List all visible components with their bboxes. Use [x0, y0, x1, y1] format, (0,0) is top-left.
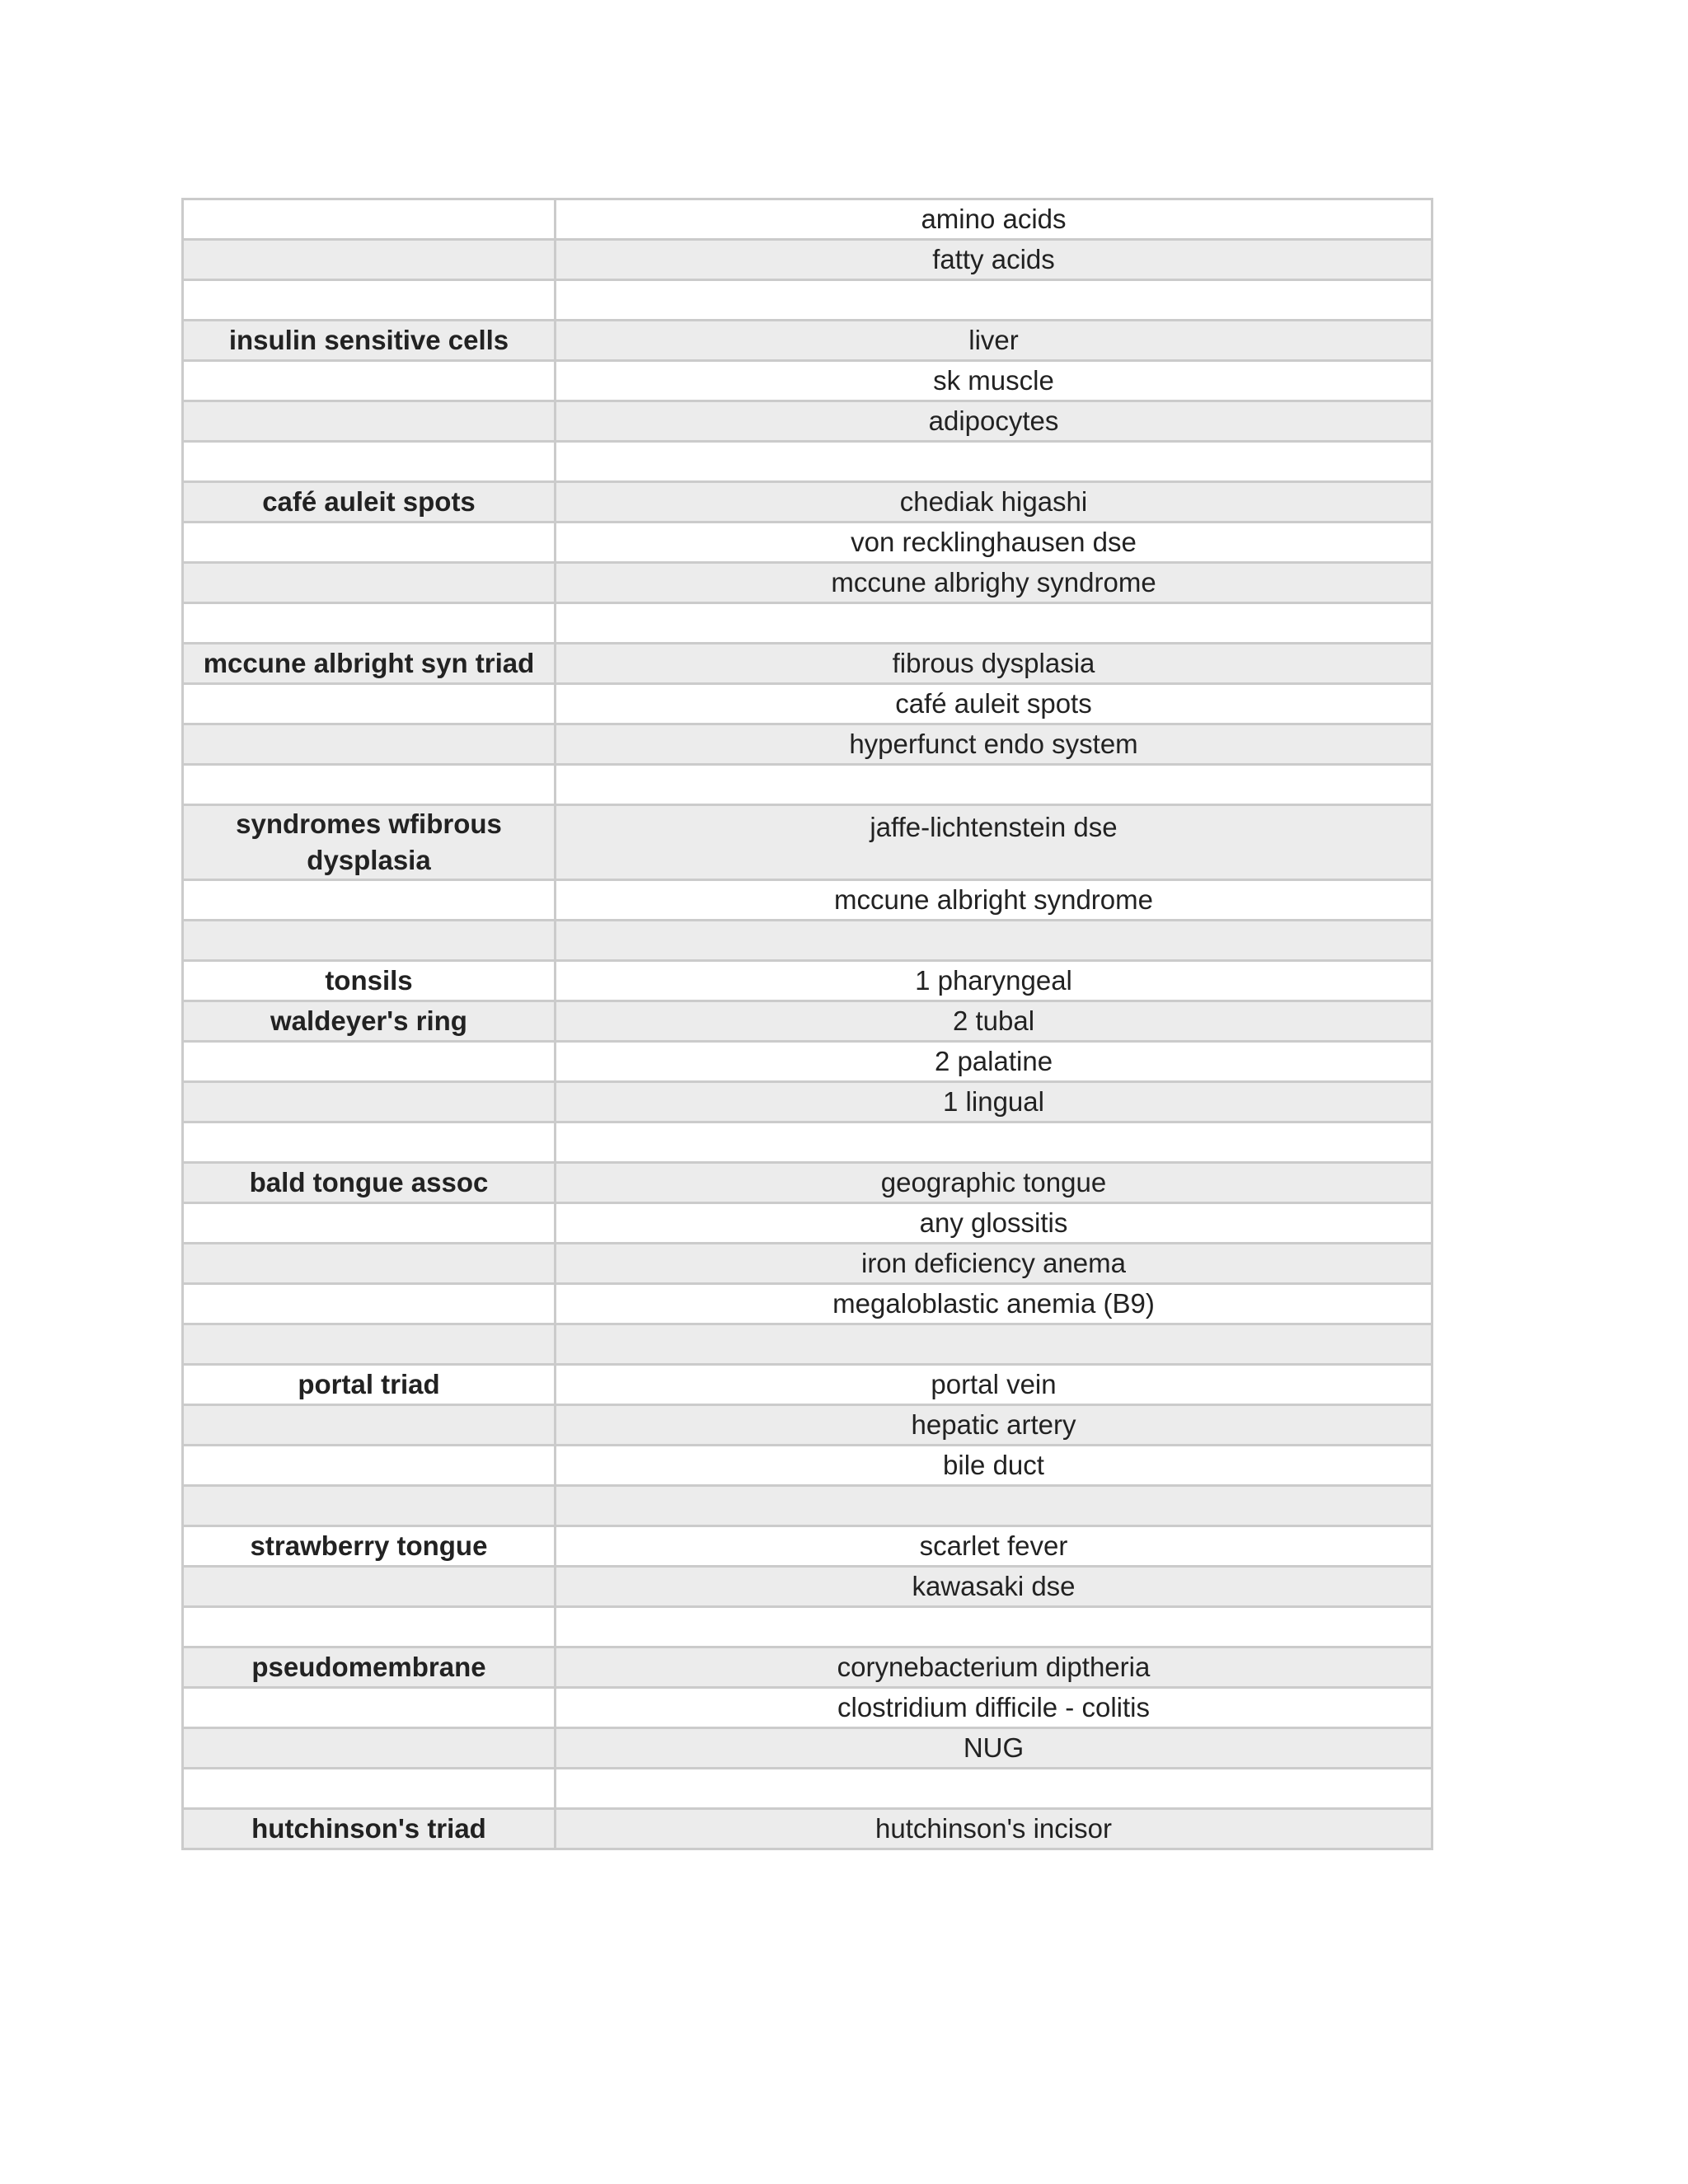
term-cell: mccune albright syn triad — [183, 644, 556, 684]
term-cell — [183, 724, 556, 765]
term-cell: portal triad — [183, 1365, 556, 1405]
table-row — [183, 1365, 1432, 1405]
term-cell — [183, 240, 556, 280]
table-row — [183, 1203, 1432, 1244]
table-row — [183, 1163, 1432, 1203]
item-cell: chediak higashi — [556, 482, 1432, 523]
term-cell — [183, 765, 556, 805]
table-row — [183, 1284, 1432, 1324]
term-cell — [183, 1244, 556, 1284]
item-cell: clostridium difficile - colitis — [556, 1688, 1432, 1728]
item-cell: 2 palatine — [556, 1042, 1432, 1082]
term-cell — [183, 1567, 556, 1607]
table-row — [183, 1728, 1432, 1769]
item-cell: 1 pharyngeal — [556, 961, 1432, 1001]
table-row — [183, 563, 1432, 603]
term-cell — [183, 1284, 556, 1324]
item-cell: sk muscle — [556, 361, 1432, 401]
term-cell — [183, 880, 556, 921]
item-cell — [556, 1769, 1432, 1809]
item-cell: fatty acids — [556, 240, 1432, 280]
item-cell: 2 tubal — [556, 1001, 1432, 1042]
item-cell — [556, 280, 1432, 321]
table-row — [183, 523, 1432, 563]
table-row — [183, 1647, 1432, 1688]
table-row — [183, 1042, 1432, 1082]
item-cell — [556, 1324, 1432, 1365]
table-row — [183, 1567, 1432, 1607]
table-row — [183, 805, 1432, 880]
item-cell — [556, 1122, 1432, 1163]
item-cell: NUG — [556, 1728, 1432, 1769]
table-row — [183, 1486, 1432, 1526]
term-cell: insulin sensitive cells — [183, 321, 556, 361]
item-cell — [556, 603, 1432, 644]
term-cell — [183, 1405, 556, 1446]
term-cell — [183, 1203, 556, 1244]
table-row — [183, 1122, 1432, 1163]
term-cell — [183, 1122, 556, 1163]
item-cell: fibrous dysplasia — [556, 644, 1432, 684]
table-row — [183, 603, 1432, 644]
table-row — [183, 321, 1432, 361]
term-cell — [183, 1769, 556, 1809]
item-cell — [556, 921, 1432, 961]
term-cell — [183, 1688, 556, 1728]
term-cell — [183, 1728, 556, 1769]
term-cell: café auleit spots — [183, 482, 556, 523]
term-cell: tonsils — [183, 961, 556, 1001]
term-cell: pseudomembrane — [183, 1647, 556, 1688]
term-cell: syndromes wfibrous dysplasia — [183, 805, 556, 880]
item-cell — [556, 765, 1432, 805]
item-cell: von recklinghausen dse — [556, 523, 1432, 563]
term-cell — [183, 401, 556, 442]
item-cell: corynebacterium diptheria — [556, 1647, 1432, 1688]
term-cell — [183, 361, 556, 401]
table-row — [183, 1405, 1432, 1446]
table-row — [183, 1324, 1432, 1365]
item-cell — [556, 1486, 1432, 1526]
term-cell — [183, 1042, 556, 1082]
table-row — [183, 921, 1432, 961]
item-cell: scarlet fever — [556, 1526, 1432, 1567]
table-row — [183, 961, 1432, 1001]
term-cell — [183, 603, 556, 644]
item-cell: amino acids — [556, 199, 1432, 240]
table-row — [183, 1607, 1432, 1647]
term-cell — [183, 199, 556, 240]
item-cell: geographic tongue — [556, 1163, 1432, 1203]
item-cell: hutchinson's incisor — [556, 1809, 1432, 1849]
table-row — [183, 1244, 1432, 1284]
table-row — [183, 199, 1432, 240]
term-cell — [183, 563, 556, 603]
term-cell — [183, 523, 556, 563]
table-row — [183, 361, 1432, 401]
table-row — [183, 1446, 1432, 1486]
term-cell: waldeyer's ring — [183, 1001, 556, 1042]
item-cell: café auleit spots — [556, 684, 1432, 724]
table-row — [183, 684, 1432, 724]
table-row — [183, 1526, 1432, 1567]
table-row — [183, 442, 1432, 482]
term-cell — [183, 1324, 556, 1365]
term-cell: hutchinson's triad — [183, 1809, 556, 1849]
term-cell — [183, 1607, 556, 1647]
table-row — [183, 880, 1432, 921]
term-cell — [183, 921, 556, 961]
notes-table — [181, 198, 1433, 1850]
term-cell — [183, 1082, 556, 1122]
term-cell: bald tongue assoc — [183, 1163, 556, 1203]
item-cell: mccune albright syndrome — [556, 880, 1432, 921]
term-cell — [183, 442, 556, 482]
item-cell: jaffe-lichtenstein dse — [556, 805, 1432, 880]
table-row — [183, 240, 1432, 280]
table-row — [183, 1809, 1432, 1849]
item-cell: mccune albrighy syndrome — [556, 563, 1432, 603]
table-row — [183, 1688, 1432, 1728]
item-cell: any glossitis — [556, 1203, 1432, 1244]
table-row — [183, 644, 1432, 684]
item-cell — [556, 442, 1432, 482]
term-cell — [183, 1446, 556, 1486]
table-row — [183, 724, 1432, 765]
item-cell: liver — [556, 321, 1432, 361]
term-cell — [183, 684, 556, 724]
term-cell — [183, 1486, 556, 1526]
table-row — [183, 1001, 1432, 1042]
item-cell: megaloblastic anemia (B9) — [556, 1284, 1432, 1324]
item-cell: adipocytes — [556, 401, 1432, 442]
table-row — [183, 765, 1432, 805]
table-row — [183, 1769, 1432, 1809]
table-row — [183, 401, 1432, 442]
table-row — [183, 1082, 1432, 1122]
item-cell: portal vein — [556, 1365, 1432, 1405]
table-row — [183, 280, 1432, 321]
item-cell: hyperfunct endo system — [556, 724, 1432, 765]
item-cell: hepatic artery — [556, 1405, 1432, 1446]
item-cell — [556, 1607, 1432, 1647]
term-cell: strawberry tongue — [183, 1526, 556, 1567]
table-row — [183, 482, 1432, 523]
table-body — [183, 199, 1432, 1849]
item-cell: 1 lingual — [556, 1082, 1432, 1122]
item-cell: iron deficiency anema — [556, 1244, 1432, 1284]
term-cell — [183, 280, 556, 321]
item-cell: bile duct — [556, 1446, 1432, 1486]
item-cell: kawasaki dse — [556, 1567, 1432, 1607]
